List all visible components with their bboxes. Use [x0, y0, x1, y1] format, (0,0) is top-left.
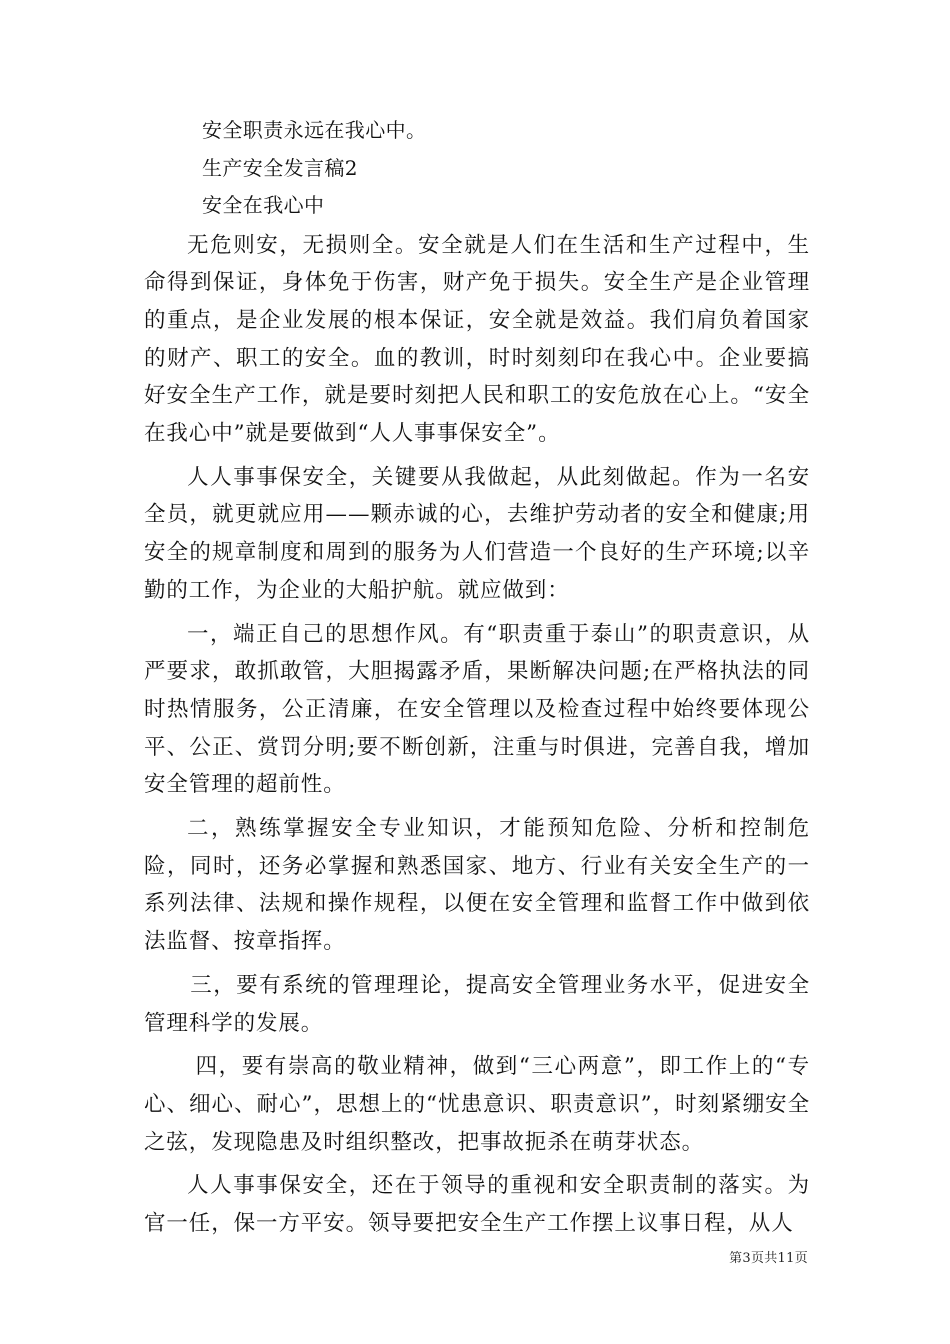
- paragraph-1: 无危则安，无损则全。安全就是人们在生活和生产过程中，生命得到保证，身体免于伤害，财产免于损失。安全生产是企业管理的重点，是企业发展的根本保证，安全就是效益。我们肩负着国家的财产、职工的安全。血的教训，时时刻刻印在我心中。企业要搞好安全生产工作，就是要时刻把人民和职工的安危放在心上。“安全在我心中”就是要做到“人人事事保安全”。: [144, 232, 810, 447]
- paragraph-2: 人人事事保安全，关键要从我做起，从此刻做起。作为一名安全员，就更就应用——颗赤诚的心，去维护劳动者的安全和健康;用安全的规章制度和周到的服务为人们营造一个良好的生产环境;以辛勤的工作，为企业的大船护航。就应做到：: [144, 464, 810, 603]
- intro-line-2: 生产安全发言稿2: [202, 155, 358, 180]
- page-number: 第3页共11页: [729, 1251, 808, 1266]
- paragraph-3: 一，端正自己的思想作风。有“职责重于泰山”的职责意识，从严要求，敢抓敢管，大胆揭露矛盾，果断解决问题;在严格执法的同时热情服务，公正清廉，在安全管理以及检查过程中始终要体现公平、公正、赏罚分明;要不断创新，注重与时俱进，完善自我，增加安全管理的超前性。: [144, 621, 810, 798]
- intro-line-3: 安全在我心中: [202, 193, 325, 217]
- paragraph-4: 二，熟练掌握安全专业知识，才能预知危险、分析和控制危险，同时，还务必掌握和熟悉国家、地方、行业有关安全生产的一系列法律、法规和操作规程，以便在安全管理和监督工作中做到依法监督、按章指挥。: [144, 816, 810, 955]
- paragraph-6: 四，要有崇高的敬业精神，做到“三心两意”，即工作上的“专心、细心、耐心”，思想上的“忧患意识、职责意识”，时刻紧绷安全之弦，发现隐患及时组织整改，把事故扼杀在萌芽状态。: [144, 1054, 810, 1155]
- document-body: [144, 112, 810, 1249]
- paragraph-7: 人人事事保安全，还在于领导的重视和安全职责制的落实。为官一任，保一方平安。领导要把安全生产工作摆上议事日程，从人: [144, 1173, 810, 1237]
- intro-line-1: 安全职责永远在我心中。: [202, 118, 427, 142]
- paragraph-5: 三，要有系统的管理理论，提高安全管理业务水平，促进安全管理科学的发展。: [144, 972, 810, 1036]
